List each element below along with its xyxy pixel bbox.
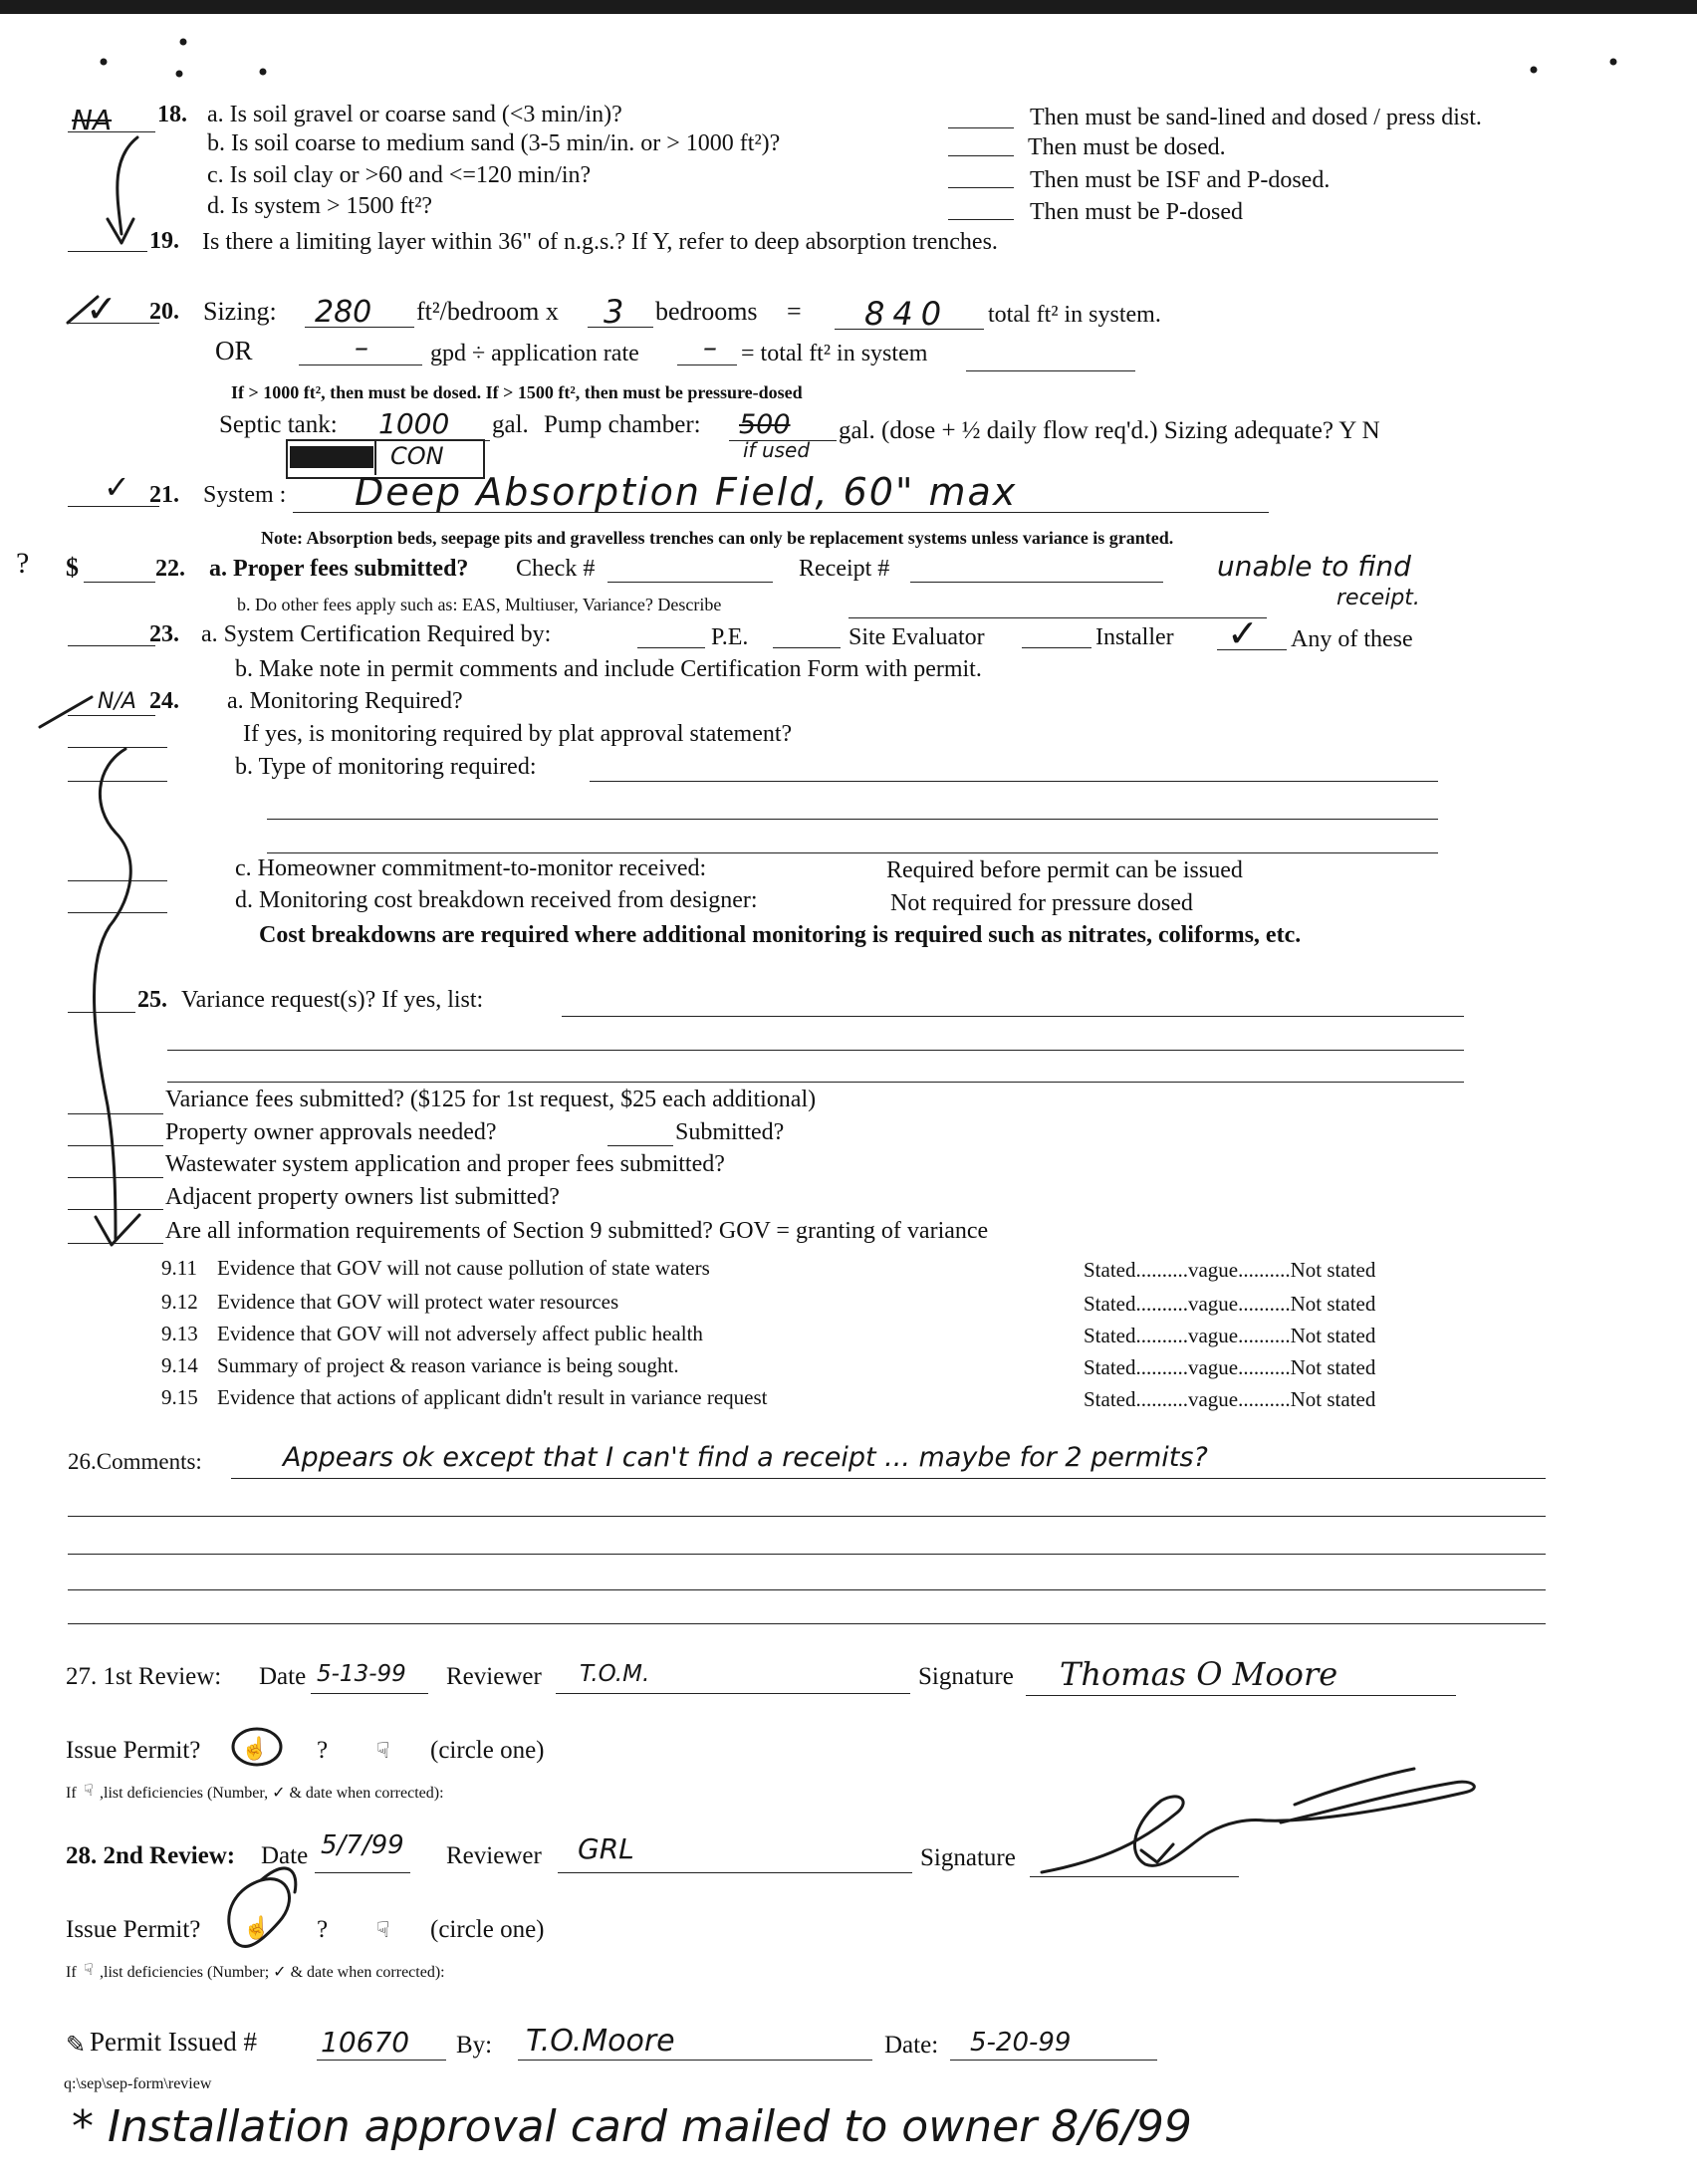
q20-septic-label: Septic tank: [219, 411, 338, 438]
permit-pen-icon: ✎ [66, 2033, 87, 2059]
permit-by-value: T.O.Moore [526, 2024, 675, 2059]
q25-row-912-num: 9.12 [161, 1290, 198, 1314]
permit-date-value: 5-20-99 [970, 2028, 1072, 2058]
q18-number: 18. [157, 102, 187, 127]
q22-handwritten-note-line2: receipt. [1336, 586, 1420, 610]
q28-thumb-down-icon[interactable]: ☟ [376, 1917, 390, 1942]
q22a-text: a. Proper fees submitted? [209, 556, 469, 582]
q23-installer-label: Installer [1095, 624, 1174, 650]
q23-site-label: Site Evaluator [848, 624, 985, 650]
q26-comments-value: Appears ok except that I can't find a receipt ... maybe for 2 permits? [283, 1442, 1208, 1473]
q18a-then: Then must be sand-lined and dosed / press dist. [1030, 105, 1482, 130]
q27-if-label: If [66, 1785, 77, 1802]
q28-reviewer-label: Reviewer [446, 1842, 542, 1869]
q27-question-option[interactable]: ? [317, 1737, 329, 1764]
q25-row-915-status[interactable]: Stated..........vague..........Not stated [1084, 1387, 1376, 1411]
q28-label: 28. 2nd Review: [66, 1842, 236, 1869]
q28-circle-one: (circle one) [430, 1916, 545, 1943]
q20-total-system-label: = total ft² in system [741, 341, 928, 366]
q21-number: 21. [149, 482, 179, 508]
q23-pe-label: P.E. [711, 624, 749, 650]
q18a-text: a. Is soil gravel or coarse sand (<3 min/in)? [207, 102, 622, 127]
q22b-text: b. Do other fees apply such as: EAS, Multiuser, Variance? Describe [237, 595, 722, 614]
q20-check-stroke [68, 297, 98, 323]
q21-system-value: Deep Absorption Field, 60" max [355, 470, 1018, 514]
q26-comments-label: 26.Comments: [68, 1449, 202, 1474]
q20-sizing-label: Sizing: [203, 297, 277, 326]
q28-signature-label: Signature [920, 1844, 1016, 1871]
q25-row-912-text: Evidence that GOV will protect water resources [217, 1290, 619, 1314]
q28-date-label: Date [261, 1842, 309, 1869]
q27-reviewer-label: Reviewer [446, 1663, 542, 1690]
q22-check-label: Check # [516, 556, 596, 582]
q28-reviewer-value: GRL [578, 1832, 634, 1865]
q20-per-bedroom-label: ft²/bedroom x [416, 297, 559, 326]
q28-question-option[interactable]: ? [317, 1916, 329, 1943]
q25-adjacent-text: Adjacent property owners list submitted? [165, 1184, 560, 1210]
q20-number: 20. [149, 299, 179, 325]
q24-arrow-head [96, 1215, 139, 1245]
q27-circle-one: (circle one) [430, 1737, 545, 1764]
q25-row-913-text: Evidence that GOV will not adversely affect public health [217, 1322, 703, 1345]
q18c-then: Then must be ISF and P-dosed. [1030, 167, 1331, 193]
q25-label: Variance request(s)? If yes, list: [181, 987, 484, 1013]
q25-owner-text: Property owner approvals needed? [165, 1119, 497, 1145]
q20-bedrooms-value: 3 [604, 293, 624, 331]
q24c-text: c. Homeowner commitment-to-monitor received: [235, 855, 707, 881]
q25-row-915-num: 9.15 [161, 1385, 198, 1409]
q24-wavy-arrow [95, 749, 131, 1239]
permit-issued-label: Permit Issued # [90, 2027, 257, 2057]
q18c-text: c. Is soil clay or >60 and <=120 min/in? [207, 162, 592, 188]
q25-row-913-status[interactable]: Stated..........vague..........Not stated [1084, 1324, 1376, 1347]
q23-any-label: Any of these [1291, 626, 1413, 652]
q25-row-915-text: Evidence that actions of applicant didn't result in variance request [217, 1385, 768, 1409]
q28-thumb-up-icon[interactable]: ☝ [243, 1915, 271, 1940]
q27-date-label: Date [259, 1663, 307, 1690]
q20-total-ft-value: 840 [864, 295, 950, 333]
q27-thumb-up-icon[interactable]: ☝ [241, 1736, 269, 1761]
q19-text: Is there a limiting layer within 36" of n.g.s.? If Y, refer to deep absorption trenches. [202, 229, 998, 255]
q22-number: 22. [155, 556, 185, 582]
q20-total-label: total ft² in system. [988, 302, 1161, 328]
q25-wastewater-text: Wastewater system application and proper fees submitted? [165, 1151, 725, 1177]
q19-number: 19. [149, 228, 179, 254]
q25-row-913-num: 9.13 [161, 1322, 198, 1345]
q20-check-mark: ✓ [86, 287, 118, 331]
q20-dosing-note: If > 1000 ft², then must be dosed. If > 1500 ft², then must be pressure-dosed [231, 382, 803, 402]
q25-row-911-status[interactable]: Stated..........vague..........Not stated [1084, 1258, 1376, 1282]
permit-date-label: Date: [884, 2032, 939, 2059]
q24b-text: b. Type of monitoring required: [235, 754, 537, 780]
q22-receipt-label: Receipt # [799, 556, 890, 582]
q25-row-911-num: 9.11 [161, 1256, 197, 1280]
q24-cost-note: Cost breakdowns are required where additional monitoring is required such as nitrates, coliforms, etc. [259, 922, 1302, 948]
q23b-text: b. Make note in permit comments and include Certification Form with permit. [235, 656, 982, 682]
q27-deficiency-note: ,list deficiencies (Number, ✓ & date when corrected): [100, 1785, 444, 1802]
q27-signature-label: Signature [918, 1663, 1014, 1690]
q20-bedrooms-label: bedrooms [655, 297, 758, 326]
q20-rate-value: – [703, 331, 717, 364]
q28-signature-scribble [1042, 1769, 1474, 1872]
q22-question-mark: ? [16, 547, 30, 580]
q20-gpd-label: gpd ÷ application rate [430, 341, 639, 366]
q20-pump-value: 500 [739, 409, 791, 440]
q24-slash [40, 697, 92, 727]
q23-number: 23. [149, 621, 179, 647]
q25-row-914-text: Summary of project & reason variance is being sought. [217, 1353, 679, 1377]
q25-number: 25. [137, 987, 167, 1013]
form-path: q:\sep\sep-form\review [64, 2075, 212, 2092]
permit-number: 10670 [321, 2026, 410, 2059]
q27-label: 27. 1st Review: [66, 1663, 222, 1690]
q18d-then: Then must be P-dosed [1030, 199, 1243, 225]
q20-dose-label: gal. (dose + ½ daily flow req'd.) Sizing adequate? Y N [839, 417, 1380, 444]
q25-fees-text: Variance fees submitted? ($125 for 1st request, $25 each additional) [165, 1087, 817, 1112]
q18b-then: Then must be dosed. [1028, 134, 1226, 160]
q23-any-check-mark: ✓ [1227, 611, 1259, 655]
q24c-note: Required before permit can be issued [886, 857, 1243, 883]
q25-row-912-status[interactable]: Stated..........vague..........Not stated [1084, 1292, 1376, 1316]
q24a-text: a. Monitoring Required? [227, 688, 463, 714]
q22-dollar: $ [66, 553, 79, 582]
q20-tank-box-value: CON [390, 442, 444, 470]
q25-row-914-status[interactable]: Stated..........vague..........Not stated [1084, 1355, 1376, 1379]
q20-septic-value: 1000 [378, 407, 450, 440]
q25-section9-text: Are all information requirements of Section 9 submitted? GOV = granting of variance [165, 1218, 989, 1244]
q20-gpd-value: – [355, 331, 368, 364]
q24-number: 24. [149, 688, 179, 714]
q28-option-loop [229, 1879, 290, 1947]
q24d-note: Not required for pressure dosed [890, 890, 1193, 916]
q28-deficiency-thumb-icon: ☟ [84, 1962, 94, 1979]
q20-ft-per-bedroom: 280 [315, 295, 372, 330]
q22-handwritten-note-line1: unable to find [1217, 550, 1411, 583]
q20-gal-label: gal. [492, 411, 529, 438]
q27-issue-label: Issue Permit? [66, 1737, 201, 1764]
q20-or-label: OR [215, 336, 253, 365]
q28-issue-label: Issue Permit? [66, 1916, 201, 1943]
q21-note: Note: Absorption beds, seepage pits and gravelless trenches can only be replacement systems unless variance is granted. [261, 528, 1174, 548]
q18d-text: d. Is system > 1500 ft²? [207, 193, 433, 219]
permit-by-label: By: [456, 2032, 493, 2059]
q24d-text: d. Monitoring cost breakdown received from designer: [235, 887, 758, 913]
q28-if-label: If [66, 1964, 77, 1981]
q27-thumb-down-icon[interactable]: ☟ [376, 1738, 390, 1763]
q18b-text: b. Is soil coarse to medium sand (3-5 min/in. or > 1000 ft²)? [207, 130, 781, 156]
q27-reviewer-value: T.O.M. [580, 1661, 650, 1687]
q23a-text: a. System Certification Required by: [201, 621, 552, 647]
q21-system-label: System : [203, 482, 287, 508]
q20-equals: = [787, 297, 802, 326]
q18-na-mark: NA [72, 104, 113, 136]
q24a2-text: If yes, is monitoring required by plat approval statement? [243, 721, 793, 747]
q21-check-mark: ✓ [104, 468, 130, 506]
installation-note: * Installation approval card mailed to owner 8/6/99 [72, 2101, 1192, 2152]
q25-row-914-num: 9.14 [161, 1353, 198, 1377]
q28-deficiency-note: ,list deficiencies (Number; ✓ & date when corrected): [100, 1964, 445, 1981]
q20-pump-note: if used [743, 438, 811, 462]
q20-pump-label: Pump chamber: [544, 411, 701, 438]
q27-signature-value: Thomas O Moore [1060, 1655, 1338, 1693]
q25-submitted-text: Submitted? [675, 1119, 785, 1145]
q25-row-911-text: Evidence that GOV will not cause pollution of state waters [217, 1256, 710, 1280]
q24-na-mark: N/A [98, 689, 136, 714]
q27-deficiency-thumb-icon: ☟ [84, 1783, 94, 1800]
q28-date-value: 5/7/99 [321, 1830, 404, 1860]
q27-date-value: 5-13-99 [317, 1661, 406, 1687]
q27-option-circle [233, 1729, 281, 1765]
